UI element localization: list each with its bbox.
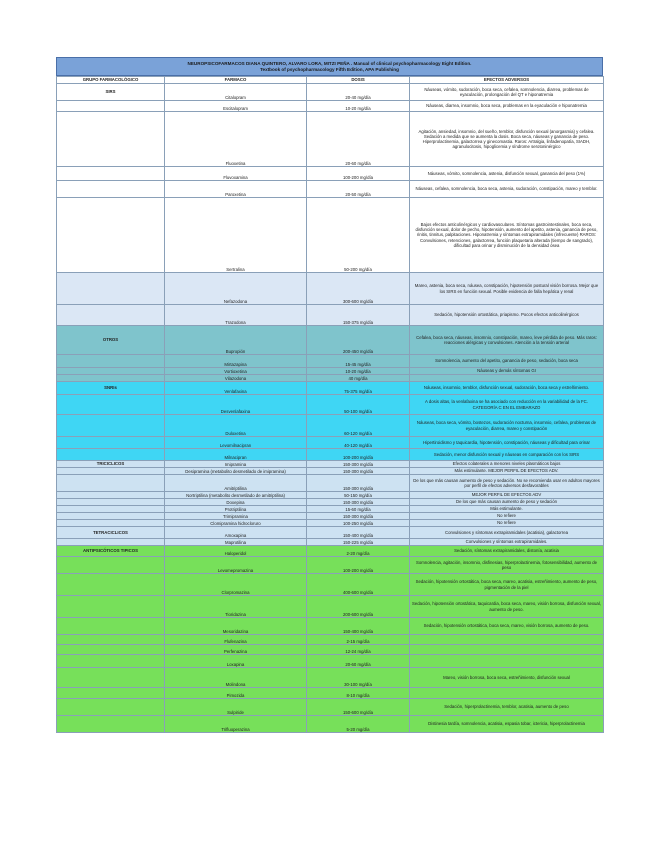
dose-cell: 400-600 mg/día	[307, 574, 410, 596]
group-cell	[57, 395, 165, 415]
title-line-1: NEUROPSICOFARMACOS DIANA QUINTERO, ALVARO LORA, MITZI PEÑA . Manual of clinical psychopharmacology Eight Edition.	[187, 61, 472, 66]
drug-cell: Protriptilina	[165, 506, 307, 513]
table-body	[57, 84, 604, 733]
table-row	[57, 546, 604, 557]
group-cell	[57, 557, 165, 574]
dose-cell: 150-300 mg/día	[307, 461, 410, 468]
group-cell	[57, 415, 165, 437]
dose-cell: 150-300 mg/día	[307, 513, 410, 520]
group-cell	[57, 375, 165, 382]
dose-cell: 2-15 mg/día	[307, 635, 410, 645]
effects-cell: Sedación, hipotensión ortostática, priapismo. Pocos efectos anticolinérgicos	[410, 305, 604, 326]
table-row	[57, 475, 604, 492]
drug-cell: Levomepromazina	[165, 557, 307, 574]
group-cell	[57, 645, 165, 655]
document-title	[56, 57, 603, 76]
group-cell	[57, 596, 165, 618]
effects-cell: Efectos colaterales a menores niveles plasmáticos bajos	[410, 461, 604, 468]
drug-cell: Mesoridazina	[165, 618, 307, 635]
table-row	[57, 415, 604, 437]
dose-cell: 40-120 mg/día	[307, 437, 410, 449]
effects-cell: A dosis altas, la venlafaxina se ha asociado con reducción en la variabilidad de la FC. CATEGORÍA C EN EL EMBARAZO	[410, 395, 604, 415]
table-row	[57, 499, 604, 506]
effects-cell: Náuseas, insomnio, temblor, disfunción sexual, sudoración, boca seca y estreñimiento.	[410, 382, 604, 395]
table-row	[57, 375, 604, 382]
drug-cell: Clomipramina hidroclorurо	[165, 520, 307, 527]
table-row	[57, 506, 604, 513]
group-cell	[57, 635, 165, 645]
table-row	[57, 668, 604, 688]
drug-cell: Loxapina	[165, 655, 307, 668]
drug-cell: Perfenazina	[165, 645, 307, 655]
effects-cell: No refiere	[410, 520, 604, 527]
effects-cell	[410, 688, 604, 699]
dose-cell: 200-450 mg/día	[307, 326, 410, 355]
drug-table	[56, 76, 604, 733]
effects-cell: No refiere	[410, 513, 604, 520]
table-row	[57, 635, 604, 645]
header-dose: DOSIS	[307, 77, 410, 84]
group-cell	[57, 167, 165, 181]
table-row	[57, 557, 604, 574]
dose-cell: 100-200 mg/día	[307, 167, 410, 181]
dose-cell: 150-400 mg/día	[307, 618, 410, 635]
table-row	[57, 101, 604, 112]
effects-cell: Distinesia tardía, somnolencia, acatisia, espasia tobar, ictericia, hiperprolactinemia	[410, 716, 604, 733]
group-cell	[57, 513, 165, 520]
group-cell	[57, 198, 165, 273]
table-row	[57, 699, 604, 716]
dose-cell: 50-200 mg/día	[307, 198, 410, 273]
table-row	[57, 527, 604, 539]
dose-cell: 100-200 mg/día	[307, 557, 410, 574]
drug-cell: Citalopram	[165, 84, 307, 101]
table-row	[57, 395, 604, 415]
drug-cell: Fluoxetina	[165, 112, 307, 167]
table-row	[57, 688, 604, 699]
table-row	[57, 618, 604, 635]
header-effects: EFECTOS ADVERSOS	[410, 77, 604, 84]
effects-cell	[410, 635, 604, 645]
effects-cell: Sedación, síntomas extrapiramidales, distonía, acatisia	[410, 546, 604, 557]
drug-cell: Tioridazina	[165, 596, 307, 618]
drug-cell: Desipramina (metabolito desmetilado de imipramina)	[165, 468, 307, 475]
drug-cell: Molindona	[165, 668, 307, 688]
drug-cell: Nefazodona	[165, 273, 307, 305]
effects-cell: Bajos efectos anticolinérgicos y cardiovasculares. Síntomas gastrointestinales, boca seca, disfunción sexual, dolor de pecho, hipotensión, aumento del apetito, astenia, ganancia de peso, rinitis, tinnitus, palpitaciones. Hiponatremia y síntomas extrapiramidales (infrecuente) RAROS: Convulsiones, retenciones, galactorrea, función plaquetaria alterada (tiempo de sangrado), dificultad para orinar y disminución de la densidad ósea	[410, 198, 604, 273]
table-row	[57, 326, 604, 355]
table-row	[57, 437, 604, 449]
table-row	[57, 368, 604, 375]
dose-cell: 40 mg/día	[307, 375, 410, 382]
effects-cell: Sedación, hipotensión ortostática, boca seca, mareo, visión borrosa, aumento de peso.	[410, 618, 604, 635]
dose-cell: 15-60 mg/día	[307, 506, 410, 513]
effects-cell: Somnolencia, aumento del apetito, ganancia de peso, sedación, boca seca	[410, 355, 604, 368]
group-cell	[57, 112, 165, 167]
drug-cell: Trazodona	[165, 305, 307, 326]
drug-cell: Pimozida	[165, 688, 307, 699]
drug-cell: Nortriptilina (metabolito desmetilado de amitriptilina)	[165, 492, 307, 499]
effects-cell: Sedación, menor disfunción sexual y náuseas en comparación con los SIRS	[410, 449, 604, 461]
drug-cell: Sertralina	[165, 198, 307, 273]
effects-cell: Hipertiroidismo y taquicardia, hipotensión, constipación, náuseas y dificultad para orinar	[410, 437, 604, 449]
table-row	[57, 655, 604, 668]
group-cell	[57, 618, 165, 635]
drug-cell: Bupropión	[165, 326, 307, 355]
group-cell	[57, 539, 165, 546]
drug-cell: Levomilnacipran	[165, 437, 307, 449]
group-cell	[57, 716, 165, 733]
dose-cell: 100-250 mg/día	[307, 520, 410, 527]
drug-cell: Duloxetina	[165, 415, 307, 437]
dose-cell: 150-300 mg/día	[307, 468, 410, 475]
group-cell	[57, 668, 165, 688]
dose-cell: 150-225 mg/día	[307, 539, 410, 546]
table-row	[57, 273, 604, 305]
table-row	[57, 84, 604, 101]
table-row	[57, 539, 604, 546]
group-cell: ANTIPSICÓTICOS TIPICOS	[57, 546, 165, 557]
table-row	[57, 596, 604, 618]
effects-cell: Somnolencia, agitación, insomnio, disfinesias, hiperprolactinemia, fotosensibilidad, aumento de peso	[410, 557, 604, 574]
group-cell	[57, 449, 165, 461]
group-cell	[57, 305, 165, 326]
effects-cell	[410, 655, 604, 668]
dose-cell: 20-60 mg/día	[307, 112, 410, 167]
header-group: GRUPO FARMACOLÓGICO	[57, 77, 165, 84]
table-row	[57, 112, 604, 167]
drug-cell: Venlafaxina	[165, 382, 307, 395]
drug-cell: Trifluoperazina	[165, 716, 307, 733]
group-cell	[57, 355, 165, 368]
group-cell	[57, 655, 165, 668]
effects-cell: Náuseas, boca seca, vómito, bostezos, sudoración nocturna, insomnio, cefalea, problemas de eyaculación, diarrea, mareo y constipación	[410, 415, 604, 437]
dose-cell: 12-24 mg/día	[307, 645, 410, 655]
group-cell	[57, 574, 165, 596]
dose-cell: 20-60 mg/día	[307, 655, 410, 668]
group-cell	[57, 181, 165, 198]
drug-cell: Vortioxetina	[165, 368, 307, 375]
group-cell	[57, 492, 165, 499]
dose-cell: 50-100 mg/día	[307, 395, 410, 415]
group-cell	[57, 368, 165, 375]
group-cell	[57, 688, 165, 699]
dose-cell: 150-600 mg/día	[307, 699, 410, 716]
dose-cell: 8-10 mg/día	[307, 688, 410, 699]
drug-cell: Imipramina	[165, 461, 307, 468]
group-cell: TETRACICLICOS	[57, 527, 165, 539]
effects-cell: Mareo, visión borrosa, boca seca, estreñimiento, disfunción sexual	[410, 668, 604, 688]
drug-cell: Doxepina	[165, 499, 307, 506]
effects-cell: Convulsiones y síntomas extrapiramidales (acatisia), galactorrea	[410, 527, 604, 539]
drug-cell: Mirtazapina	[165, 355, 307, 368]
document	[56, 57, 603, 733]
table-row	[57, 198, 604, 273]
dose-cell: 60-120 mg/día	[307, 415, 410, 437]
table-row	[57, 181, 604, 198]
effects-cell: Más estimulante. MEJOR PERFIL DE EFECTOS ADV.	[410, 468, 604, 475]
dose-cell: 10-20 mg/día	[307, 101, 410, 112]
group-cell: SIRS	[57, 84, 165, 101]
group-cell	[57, 468, 165, 475]
effects-cell: Sedación, hipotensión ortostática, boca seca, mareo, acatisia, estreñimiento, aumento de peso, pigmentación de la piel	[410, 574, 604, 596]
effects-cell: Náuseas, diarrea, insomnio, boca seca, problemas en la eyaculación e hiponatremia	[410, 101, 604, 112]
drug-cell: Amitriptilina	[165, 475, 307, 492]
drug-cell: Haloperidol	[165, 546, 307, 557]
dose-cell: 30-100 mg/día	[307, 668, 410, 688]
effects-cell: Náuseas, vómito, sudoración, boca seca, cefalea, somnolencia, diarrea, problemas de eyaculación, prolongación del QT e hiponatremia	[410, 84, 604, 101]
group-cell	[57, 506, 165, 513]
effects-cell	[410, 645, 604, 655]
group-cell: OTROS	[57, 326, 165, 355]
table-row	[57, 520, 604, 527]
group-cell	[57, 699, 165, 716]
effects-cell: Náuseas, cefalea, somnolencia, boca seca, astenia, sudoración, constipación, mareo y temblor.	[410, 181, 604, 198]
dose-cell: 200-600 mg/día	[307, 596, 410, 618]
table-row	[57, 492, 604, 499]
group-cell	[57, 437, 165, 449]
effects-cell: De los que más causan aumento de peso y sedación	[410, 499, 604, 506]
dose-cell: 150-375 mg/día	[307, 305, 410, 326]
dose-cell: 75-375 mg/día	[307, 382, 410, 395]
drug-cell: Trimipramina	[165, 513, 307, 520]
table-row	[57, 461, 604, 468]
table-row	[57, 574, 604, 596]
group-cell	[57, 101, 165, 112]
drug-cell: Escitalopram	[165, 101, 307, 112]
table-row	[57, 449, 604, 461]
effects-cell: Más estimulante.	[410, 506, 604, 513]
dose-cell: 15-45 mg/día	[307, 355, 410, 368]
effects-cell: Mareo, astenia, boca seca, náusea, constipación, hipotensión postural visión borrosa. Mejor que los SIRS en función sexual. Posible evidencia de falla hepática y renal	[410, 273, 604, 305]
table-row	[57, 382, 604, 395]
dose-cell: 100-200 mg/día	[307, 449, 410, 461]
group-cell	[57, 475, 165, 492]
table-row	[57, 355, 604, 368]
table-row	[57, 305, 604, 326]
effects-cell: De los que más causan aumento de peso y sedación. No se recomienda usar en adultos mayores por perfil de efectos adversos desfavorables	[410, 475, 604, 492]
dose-cell: 150-300 mg/día	[307, 475, 410, 492]
effects-cell: Sedación, hiperprolactinemia, temblor, acatisia, aumento de peso	[410, 699, 604, 716]
table-row	[57, 468, 604, 475]
drug-cell: Clorpromazina	[165, 574, 307, 596]
effects-cell	[410, 375, 604, 382]
drug-cell: Milnacipran	[165, 449, 307, 461]
effects-cell: MEJOR PERFIL DE EFECTOS ADV	[410, 492, 604, 499]
group-cell	[57, 499, 165, 506]
dose-cell: 5-20 mg/día	[307, 716, 410, 733]
table-row	[57, 167, 604, 181]
table-row	[57, 645, 604, 655]
drug-cell: Desvenlafaxina	[165, 395, 307, 415]
table-header-row	[57, 77, 604, 84]
dose-cell: 50-150 mg/día	[307, 492, 410, 499]
effects-cell: Cefalea, boca seca, náuseas, insomnio, constipación, mareo, leve pérdida de peso. Más raros: reacciones alérgicas y convulsiones. Atención a la tensión arterial	[410, 326, 604, 355]
group-cell: TRICICLICOS	[57, 461, 165, 468]
dose-cell: 20-40 mg/día	[307, 84, 410, 101]
drug-cell: Maprotilina	[165, 539, 307, 546]
dose-cell: 2-20 mg/día	[307, 546, 410, 557]
header-drug: FARMACO	[165, 77, 307, 84]
dose-cell: 150-300 mg/día	[307, 499, 410, 506]
effects-cell: Náuseas, vómito, somnolencia, astenia, disfunción sexual, ganancia del peso (1%)	[410, 167, 604, 181]
dose-cell: 10-20 mg/día	[307, 368, 410, 375]
drug-cell: Sulpiride	[165, 699, 307, 716]
table-row	[57, 513, 604, 520]
dose-cell: 300-600 mg/día	[307, 273, 410, 305]
group-cell	[57, 273, 165, 305]
drug-cell: Vilazodona	[165, 375, 307, 382]
effects-cell: Agitación, ansiedad, insomnio, del sueño, temblor, disfunción sexual (anorgasmia) y cefalea. Sedación a medida que se aumenta la dosis. Boca seca, náuseas y ganancia de peso. Hiperprolactinemia, galactorrea y ginecomastia. Raros: Artralgia, linfadenopatía, SIADH, agranulocitosis, hipoglicemia y síndrome serotoninérgico	[410, 112, 604, 167]
drug-cell: Amoxapina	[165, 527, 307, 539]
group-cell: SNRIs	[57, 382, 165, 395]
table-row	[57, 716, 604, 733]
title-line-2: Textbook of psychopharmacology Fifth Edition, APA Publishing	[260, 67, 399, 72]
effects-cell: Sedación, hipotensión ortostática, taquicardia, boca seca, mareo, visión borrosa, disfunción sexual, aumento de peso.	[410, 596, 604, 618]
group-cell	[57, 520, 165, 527]
effects-cell: Convulsiones y síntomas extrapiramidales.	[410, 539, 604, 546]
dose-cell: 20-50 mg/día	[307, 181, 410, 198]
drug-cell: Paroxetina	[165, 181, 307, 198]
drug-cell: Flufenazina	[165, 635, 307, 645]
drug-cell: Fluvoxamina	[165, 167, 307, 181]
dose-cell: 150-400 mg/día	[307, 527, 410, 539]
effects-cell: Náuseas y demás síntomas GI	[410, 368, 604, 375]
